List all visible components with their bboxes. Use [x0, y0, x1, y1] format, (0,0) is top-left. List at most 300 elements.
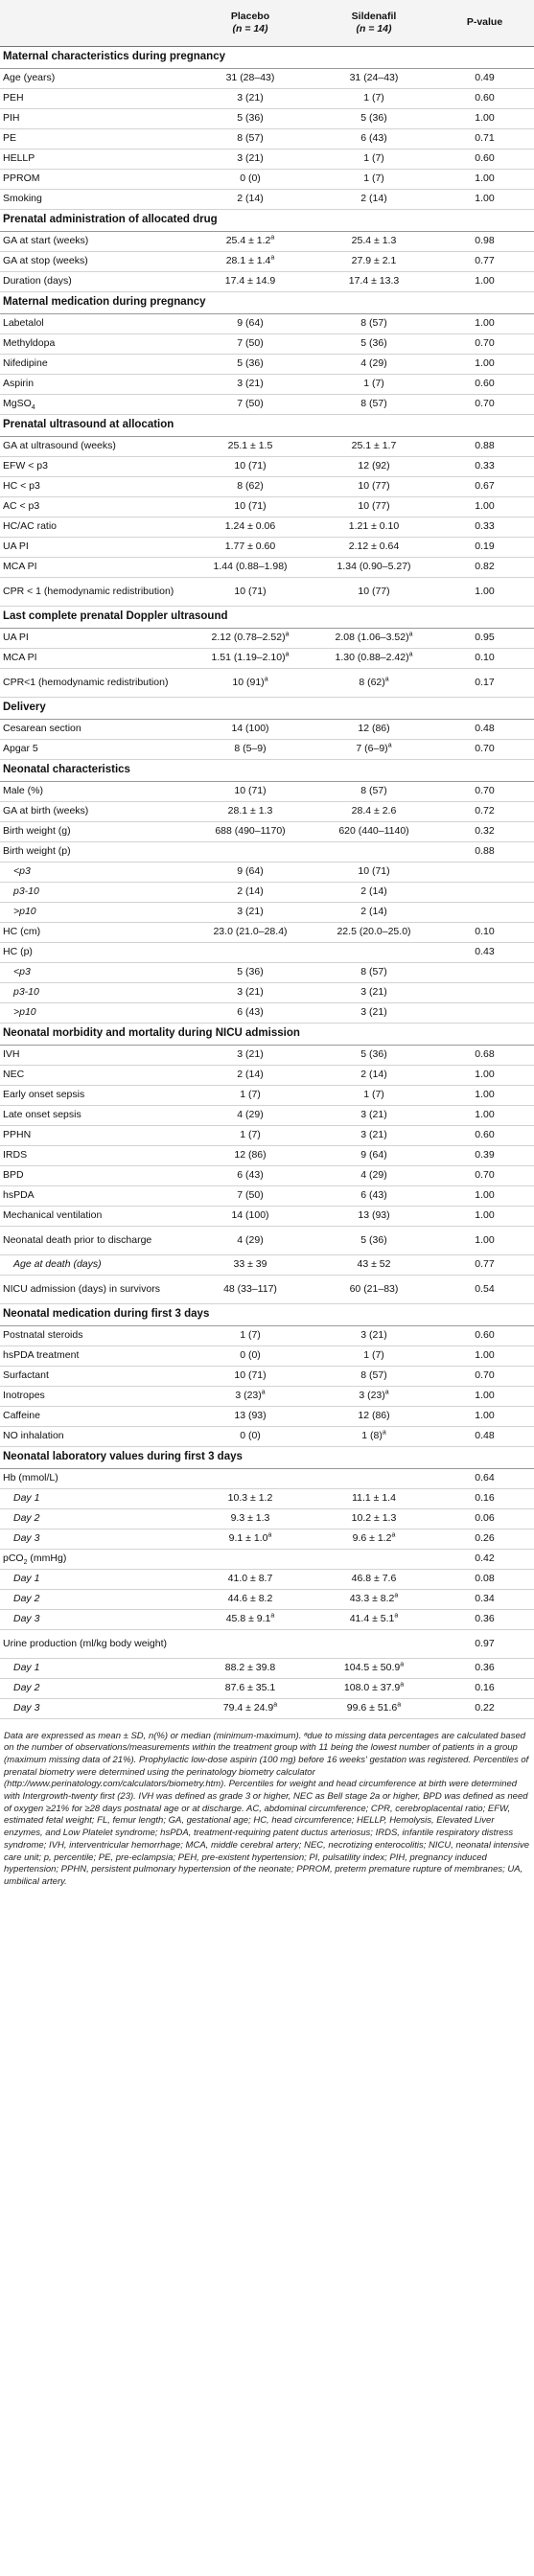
row-label-text: UA PI	[3, 632, 29, 644]
row-label-text: Day 2	[13, 1593, 40, 1605]
table-row	[0, 1065, 534, 1085]
p-value: 0.54	[435, 1275, 534, 1303]
sildenafil-value-text: 27.9 ± 2.1	[351, 255, 397, 267]
row-label-text: Surfactant	[3, 1369, 49, 1382]
sildenafil-value	[313, 557, 435, 577]
p-value: 0.16	[435, 1678, 534, 1698]
row-label-text: Apgar 5	[3, 743, 38, 755]
table-row	[0, 169, 534, 189]
table-row	[0, 456, 534, 476]
sildenafil-value	[313, 313, 435, 334]
table-row	[0, 1386, 534, 1406]
row-label-text: Day 3	[13, 1532, 40, 1545]
row-label	[0, 781, 188, 801]
row-label-text: HELLP	[3, 152, 35, 165]
table-row	[0, 1658, 534, 1678]
sildenafil-value	[313, 1488, 435, 1508]
section-header-row	[0, 1023, 534, 1045]
placebo-value	[188, 1206, 313, 1226]
row-label	[0, 648, 188, 668]
section-title: Neonatal characteristics	[0, 759, 534, 781]
row-label-text: AC < p3	[3, 500, 40, 513]
table-row	[0, 577, 534, 606]
table-row	[0, 374, 534, 394]
placebo-value	[188, 1508, 313, 1529]
sildenafil-value-text: 8 (62)	[359, 676, 385, 688]
row-label	[0, 88, 188, 108]
row-label-text: p3-10	[13, 886, 39, 898]
p-value: 0.64	[435, 1468, 534, 1488]
placebo-value	[188, 1529, 313, 1549]
sildenafil-value-text: 43.3 ± 8.2	[349, 1593, 395, 1605]
row-label-text: IRDS	[3, 1149, 28, 1162]
footnote-marker: a	[267, 1531, 272, 1539]
sildenafil-value	[313, 628, 435, 648]
table-row	[0, 271, 534, 291]
sildenafil-value	[313, 128, 435, 149]
row-label	[0, 1508, 188, 1529]
row-label-text: >p10	[13, 906, 36, 918]
placebo-value	[188, 1105, 313, 1125]
placebo-value-text: 14 (100)	[231, 1209, 269, 1222]
p-value: 0.36	[435, 1609, 534, 1629]
table-row	[0, 982, 534, 1002]
p-value: 0.19	[435, 537, 534, 557]
row-label	[0, 801, 188, 821]
row-label	[0, 313, 188, 334]
row-label-text: Day 3	[13, 1613, 40, 1625]
row-label	[0, 1549, 188, 1569]
placebo-value-text: 3 (23)	[235, 1390, 262, 1402]
placebo-value-text: 17.4 ± 14.9	[224, 275, 276, 288]
sildenafil-value	[313, 1275, 435, 1303]
sildenafil-value	[313, 68, 435, 88]
sildenafil-value	[313, 251, 435, 271]
sildenafil-value-text: 1 (7)	[363, 1089, 384, 1101]
placebo-value	[188, 128, 313, 149]
p-value: 0.43	[435, 942, 534, 962]
table-row	[0, 128, 534, 149]
placebo-value	[188, 354, 313, 374]
p-value: 0.10	[435, 922, 534, 942]
row-label	[0, 1185, 188, 1206]
sildenafil-value-text: 5 (36)	[360, 112, 387, 125]
sildenafil-value-text: 8 (57)	[360, 966, 387, 978]
row-label	[0, 862, 188, 882]
header-row	[0, 0, 534, 46]
placebo-value-text: 12 (86)	[234, 1149, 267, 1162]
row-label-text: GA at start (weeks)	[3, 235, 89, 247]
row-label-text: Age (years)	[3, 72, 56, 84]
row-label-text: hsPDA treatment	[3, 1349, 80, 1362]
table-row	[0, 1125, 534, 1145]
sildenafil-value	[313, 1406, 435, 1426]
row-label	[0, 271, 188, 291]
row-label	[0, 902, 188, 922]
placebo-value-text: 88.2 ± 39.8	[224, 1662, 276, 1674]
table-row	[0, 1426, 534, 1446]
row-label-text: Postnatal steroids	[3, 1329, 83, 1342]
footnote-marker: a	[270, 1612, 275, 1620]
row-label-text: <p3	[13, 966, 31, 978]
sildenafil-value-text: 4 (29)	[360, 1169, 387, 1182]
footnote-marker: a	[270, 254, 275, 262]
row-label-text: MgSO	[3, 398, 32, 410]
placebo-value-text: 2 (14)	[237, 193, 264, 205]
sildenafil-value	[313, 149, 435, 169]
sildenafil-value-text: 108.0 ± 37.9	[343, 1682, 401, 1694]
placebo-value	[188, 1468, 313, 1488]
table-row	[0, 942, 534, 962]
footnote-marker: a	[382, 1429, 386, 1437]
row-label	[0, 1045, 188, 1065]
row-label	[0, 1165, 188, 1185]
sildenafil-value-text: 9 (64)	[360, 1149, 387, 1162]
row-label	[0, 1529, 188, 1549]
row-label	[0, 1145, 188, 1165]
table-row	[0, 88, 534, 108]
row-label	[0, 821, 188, 841]
placebo-value	[188, 648, 313, 668]
row-label-text: Duration (days)	[3, 275, 72, 288]
p-value: 0.08	[435, 1569, 534, 1589]
p-value: 0.26	[435, 1529, 534, 1549]
section-title: Prenatal ultrasound at allocation	[0, 414, 534, 436]
table-row	[0, 739, 534, 759]
sildenafil-value	[313, 1085, 435, 1105]
row-label-text: CPR<1 (hemodynamic redistribution)	[3, 676, 169, 688]
table-row	[0, 719, 534, 739]
p-value: 0.70	[435, 1165, 534, 1185]
placebo-value	[188, 1366, 313, 1386]
p-value: 1.00	[435, 1065, 534, 1085]
sildenafil-value-text: 17.4 ± 13.3	[348, 275, 400, 288]
sildenafil-value	[313, 1346, 435, 1366]
placebo-value-text: 28.1 ± 1.3	[227, 805, 273, 817]
row-label	[0, 149, 188, 169]
footnote-marker: a	[408, 631, 413, 638]
placebo-value	[188, 374, 313, 394]
placebo-value-text: 10 (71)	[234, 585, 267, 597]
placebo-value-text: 10 (71)	[234, 1369, 267, 1382]
placebo-value-text: 1.24 ± 0.06	[224, 520, 276, 533]
placebo-value	[188, 537, 313, 557]
placebo-value	[188, 628, 313, 648]
p-value: 0.32	[435, 821, 534, 841]
sildenafil-value	[313, 781, 435, 801]
placebo-value-text: 1.77 ± 0.60	[224, 540, 276, 553]
placebo-value	[188, 1185, 313, 1206]
row-label-text: PPROM	[3, 172, 40, 185]
placebo-value	[188, 862, 313, 882]
sildenafil-value-text: 5 (36)	[360, 1048, 387, 1061]
row-label	[0, 128, 188, 149]
p-value: 1.00	[435, 354, 534, 374]
sildenafil-value	[313, 537, 435, 557]
table-row	[0, 1569, 534, 1589]
footnote-marker: a	[270, 234, 275, 242]
row-label	[0, 841, 188, 862]
placebo-value	[188, 942, 313, 962]
table-row	[0, 1629, 534, 1658]
row-label-text: Day 2	[13, 1512, 40, 1525]
row-label-text: p3-10	[13, 986, 39, 999]
sildenafil-value	[313, 456, 435, 476]
sildenafil-value	[313, 1529, 435, 1549]
placebo-value	[188, 436, 313, 456]
sildenafil-value-text: 28.4 ± 2.6	[351, 805, 397, 817]
sildenafil-value	[313, 1426, 435, 1446]
placebo-value	[188, 821, 313, 841]
row-label-subscript: 4	[31, 404, 35, 412]
row-label	[0, 922, 188, 942]
sildenafil-value	[313, 1609, 435, 1629]
placebo-value-text: 31 (28–43)	[225, 72, 275, 84]
placebo-value	[188, 1569, 313, 1589]
p-value: 1.00	[435, 1185, 534, 1206]
placebo-value	[188, 108, 313, 128]
sildenafil-value-text: 12 (86)	[358, 1410, 390, 1422]
p-value	[435, 982, 534, 1002]
placebo-value	[188, 719, 313, 739]
sildenafil-value-text: 41.4 ± 5.1	[349, 1613, 395, 1625]
section-header-row	[0, 1446, 534, 1468]
table-row	[0, 313, 534, 334]
placebo-value-text: 5 (36)	[237, 966, 264, 978]
placebo-value-text: 48 (33–117)	[223, 1282, 277, 1295]
sildenafil-value-text: 10 (77)	[358, 500, 390, 513]
sildenafil-value-text: 4 (29)	[360, 357, 387, 370]
sildenafil-value	[313, 841, 435, 862]
p-value: 0.88	[435, 436, 534, 456]
sildenafil-value	[313, 496, 435, 517]
placebo-value	[188, 1125, 313, 1145]
row-label-text: Smoking	[3, 193, 42, 205]
p-value: 0.70	[435, 1366, 534, 1386]
row-label-text: GA at ultrasound (weeks)	[3, 440, 116, 452]
row-label	[0, 1366, 188, 1386]
sildenafil-value-text: 10 (71)	[358, 865, 390, 878]
row-label-text: HC (cm)	[3, 926, 41, 938]
row-label	[0, 1698, 188, 1718]
row-label	[0, 1226, 188, 1254]
placebo-value	[188, 1426, 313, 1446]
sildenafil-value-text: 3 (21)	[360, 1129, 387, 1141]
sildenafil-value-text: 1 (7)	[363, 172, 384, 185]
row-label-text: Day 1	[13, 1573, 40, 1585]
placebo-value	[188, 1085, 313, 1105]
row-label-text: Late onset sepsis	[3, 1109, 81, 1121]
sildenafil-value	[313, 1468, 435, 1488]
table-row	[0, 108, 534, 128]
p-value: 0.06	[435, 1508, 534, 1529]
row-label	[0, 719, 188, 739]
row-label	[0, 68, 188, 88]
table-row	[0, 628, 534, 648]
row-label	[0, 1254, 188, 1275]
sildenafil-value	[313, 719, 435, 739]
placebo-value-text: 3 (21)	[237, 92, 264, 104]
placebo-value-text: 9 (64)	[237, 865, 264, 878]
sildenafil-value-text: 10 (77)	[358, 585, 390, 597]
placebo-value-text: 9.3 ± 1.3	[230, 1512, 270, 1525]
sildenafil-value	[313, 668, 435, 697]
sildenafil-value	[313, 1386, 435, 1406]
placebo-value	[188, 1629, 313, 1658]
sildenafil-value	[313, 882, 435, 902]
row-label	[0, 1678, 188, 1698]
table-row	[0, 1488, 534, 1508]
row-label-text: Mechanical ventilation	[3, 1209, 103, 1222]
sildenafil-value-text: 10.2 ± 1.3	[351, 1512, 397, 1525]
row-label	[0, 1569, 188, 1589]
row-label	[0, 1488, 188, 1508]
placebo-value-text: 79.4 ± 24.9	[222, 1702, 274, 1714]
row-label	[0, 557, 188, 577]
row-label-text: Nifedipine	[3, 357, 48, 370]
table-row	[0, 1529, 534, 1549]
p-value: 0.39	[435, 1145, 534, 1165]
sildenafil-value-text: 1 (7)	[363, 378, 384, 390]
placebo-value-text: 2 (14)	[237, 1069, 264, 1081]
table-row	[0, 334, 534, 354]
sildenafil-value	[313, 231, 435, 251]
sildenafil-value	[313, 982, 435, 1002]
row-label	[0, 374, 188, 394]
placebo-value-text: 3 (21)	[237, 152, 264, 165]
p-value: 1.00	[435, 496, 534, 517]
sildenafil-value	[313, 354, 435, 374]
placebo-value-text: 2.12 (0.78–2.52)	[211, 632, 286, 644]
p-value: 0.71	[435, 128, 534, 149]
p-value: 1.00	[435, 108, 534, 128]
placebo-value	[188, 169, 313, 189]
row-label	[0, 1426, 188, 1446]
placebo-value-text: 6 (43)	[237, 1169, 264, 1182]
placebo-value	[188, 1549, 313, 1569]
placebo-value-text: 5 (36)	[237, 112, 264, 125]
p-value: 0.48	[435, 1426, 534, 1446]
row-label-text: Birth weight (p)	[3, 845, 71, 858]
row-label-text: <p3	[13, 865, 31, 878]
sildenafil-value	[313, 1325, 435, 1346]
table-row	[0, 436, 534, 456]
row-label	[0, 1658, 188, 1678]
footnote-marker: a	[285, 651, 290, 658]
p-value: 0.70	[435, 739, 534, 759]
placebo-value-text: 41.0 ± 8.7	[227, 1573, 273, 1585]
placebo-value-text: 23.0 (21.0–28.4)	[213, 926, 288, 938]
sildenafil-value-text: 1 (8)	[361, 1430, 383, 1442]
sildenafil-value-text: 2.08 (1.06–3.52)	[335, 632, 409, 644]
table-row	[0, 1045, 534, 1065]
row-label-text: Aspirin	[3, 378, 35, 390]
placebo-value-text: 0 (0)	[240, 1430, 261, 1442]
sildenafil-value	[313, 902, 435, 922]
row-label-text: MCA PI	[3, 652, 37, 664]
table-row	[0, 1609, 534, 1629]
sildenafil-value-text: 8 (57)	[360, 398, 387, 410]
row-label-text: IVH	[3, 1048, 20, 1061]
placebo-value-text: 25.4 ± 1.2	[225, 235, 271, 247]
row-label-text: HC/AC ratio	[3, 520, 58, 533]
sildenafil-value-text: 1.21 ± 0.10	[348, 520, 400, 533]
row-label-text: pCO	[3, 1552, 24, 1565]
table-row	[0, 1145, 534, 1165]
p-value: 0.77	[435, 1254, 534, 1275]
p-value	[435, 962, 534, 982]
row-label	[0, 537, 188, 557]
placebo-value	[188, 231, 313, 251]
placebo-value	[188, 1406, 313, 1426]
placebo-value	[188, 1678, 313, 1698]
row-label-text: GA at birth (weeks)	[3, 805, 89, 817]
p-value: 0.17	[435, 668, 534, 697]
row-label-text: Age at death (days)	[13, 1258, 102, 1271]
footnote-marker: a	[394, 1592, 399, 1599]
placebo-value-text: 28.1 ± 1.4	[225, 255, 271, 267]
p-value: 0.16	[435, 1488, 534, 1508]
sildenafil-value-text: 60 (21–83)	[349, 1282, 399, 1295]
placebo-value-text: 9.1 ± 1.0	[228, 1532, 268, 1545]
row-label-text: Day 1	[13, 1492, 40, 1505]
row-label	[0, 456, 188, 476]
sildenafil-value-text: 46.8 ± 7.6	[351, 1573, 397, 1585]
placebo-value	[188, 781, 313, 801]
placebo-value	[188, 313, 313, 334]
sildenafil-value	[313, 1698, 435, 1718]
row-label	[0, 1002, 188, 1023]
placebo-value	[188, 1346, 313, 1366]
table-row	[0, 496, 534, 517]
table-row	[0, 189, 534, 209]
row-label-text: EFW < p3	[3, 460, 48, 472]
sildenafil-value	[313, 169, 435, 189]
placebo-value-text: 688 (490–1170)	[215, 825, 286, 838]
row-label-suffix: (mmHg)	[27, 1552, 67, 1565]
footnote-marker: a	[387, 742, 392, 749]
placebo-value	[188, 1254, 313, 1275]
placebo-value-text: 8 (62)	[237, 480, 264, 493]
sildenafil-value-text: 3 (23)	[359, 1390, 385, 1402]
row-label	[0, 1125, 188, 1145]
row-label-text: BPD	[3, 1169, 24, 1182]
p-value: 0.97	[435, 1629, 534, 1658]
row-label	[0, 189, 188, 209]
row-label	[0, 1206, 188, 1226]
table-row	[0, 1698, 534, 1718]
row-label-text: Caffeine	[3, 1410, 40, 1422]
sildenafil-value	[313, 801, 435, 821]
sildenafil-value-text: 3 (21)	[360, 1006, 387, 1019]
row-label-text: Day 1	[13, 1662, 40, 1674]
row-label	[0, 1325, 188, 1346]
row-label-text: Labetalol	[3, 317, 44, 330]
sildenafil-value-text: 25.4 ± 1.3	[351, 235, 397, 247]
p-value: 0.60	[435, 149, 534, 169]
placebo-value	[188, 251, 313, 271]
sildenafil-value-text: 13 (93)	[358, 1209, 390, 1222]
sildenafil-value	[313, 1629, 435, 1658]
table-row	[0, 1589, 534, 1609]
table-row	[0, 1468, 534, 1488]
placebo-value-text: 1 (7)	[240, 1129, 261, 1141]
placebo-value-text: 10 (91)	[232, 676, 265, 688]
table-row	[0, 1508, 534, 1529]
row-label	[0, 739, 188, 759]
placebo-value	[188, 1002, 313, 1023]
p-value: 0.82	[435, 557, 534, 577]
